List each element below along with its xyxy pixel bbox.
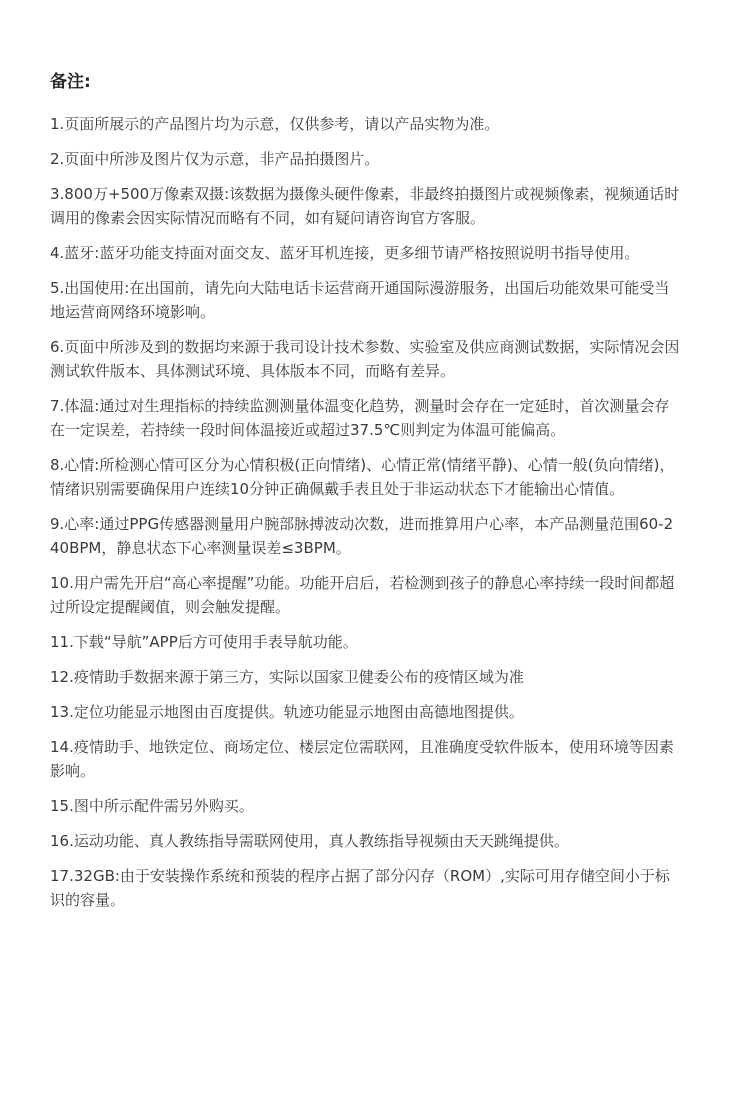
- note-item: 8.心情:所检测心情可区分为心情积极(正向情绪)、心情正常(情绪平静)、心情一般(负向情绪)，情绪识别需要确保用户连续10分钟正确佩戴手表且处于非运动状态下才能输出心情值。: [50, 456, 675, 498]
- note-item: 11.下载“导航”APP后方可使用手表导航功能。: [50, 633, 358, 651]
- note-item: 3.800万+500万像素双摄:该数据为摄像头硬件像素，非最终拍摄图片或视频像素，视频通话时调用的像素会因实际情况而略有不同，如有疑问请咨询官方客服。: [50, 185, 680, 227]
- notes-title: 备注:: [50, 72, 91, 92]
- note-item: 1.页面所展示的产品图片均为示意，仅供参考，请以产品实物为准。: [50, 115, 500, 133]
- note-item: 14.疫情助手、地铁定位、商场定位、楼层定位需联网，且准确度受软件版本，使用环境等因素影响。: [50, 738, 674, 780]
- note-item: 4.蓝牙:蓝牙功能支持面对面交友、蓝牙耳机连接，更多细节请严格按照说明书指导使用。: [50, 244, 640, 262]
- note-item: 6.页面中所涉及到的数据均来源于我司设计技术参数、实验室及供应商测试数据，实际情况会因测试软件版本、具体测试环境、具体版本不同，而略有差异。: [50, 338, 680, 380]
- note-item: 7.体温:通过对生理指标的持续监测测量体温变化趋势，测量时会存在一定延时，首次测量会存在一定误差，若持续一段时间体温接近或超过37.5℃则判定为体温可能偏高。: [50, 397, 670, 439]
- note-item: 16.运动功能、真人教练指导需联网使用，真人教练指导视频由天天跳绳提供。: [50, 832, 569, 850]
- note-item: 15.图中所示配件需另外购买。: [50, 797, 254, 815]
- note-list: [50, 112, 680, 912]
- note-item: 13.定位功能显示地图由百度提供。轨迹功能显示地图由高德地图提供。: [50, 703, 524, 721]
- note-item: 10.用户需先开启“高心率提醒”功能。功能开启后，若检测到孩子的静息心率持续一段时间都超过所设定提醒阈值，则会触发提醒。: [50, 574, 675, 616]
- note-item: 2.页面中所涉及图片仅为示意，非产品拍摄图片。: [50, 150, 380, 168]
- note-item: 9.心率:通过PPG传感器测量用户腕部脉搏波动次数，进而推算用户心率，本产品测量范围60-240BPM，静息状态下心率测量误差≤3BPM。: [50, 515, 674, 557]
- note-item: 17.32GB:由于安装操作系统和预装的程序占据了部分闪存（ROM）,实际可用存储空间小于标识的容量。: [50, 867, 670, 909]
- note-item: 12.疫情助手数据来源于第三方，实际以国家卫健委公布的疫情区域为准: [50, 668, 524, 686]
- note-item: 5.出国使用:在出国前，请先向大陆电话卡运营商开通国际漫游服务，出国后功能效果可能受当地运营商网络环境影响。: [50, 279, 670, 321]
